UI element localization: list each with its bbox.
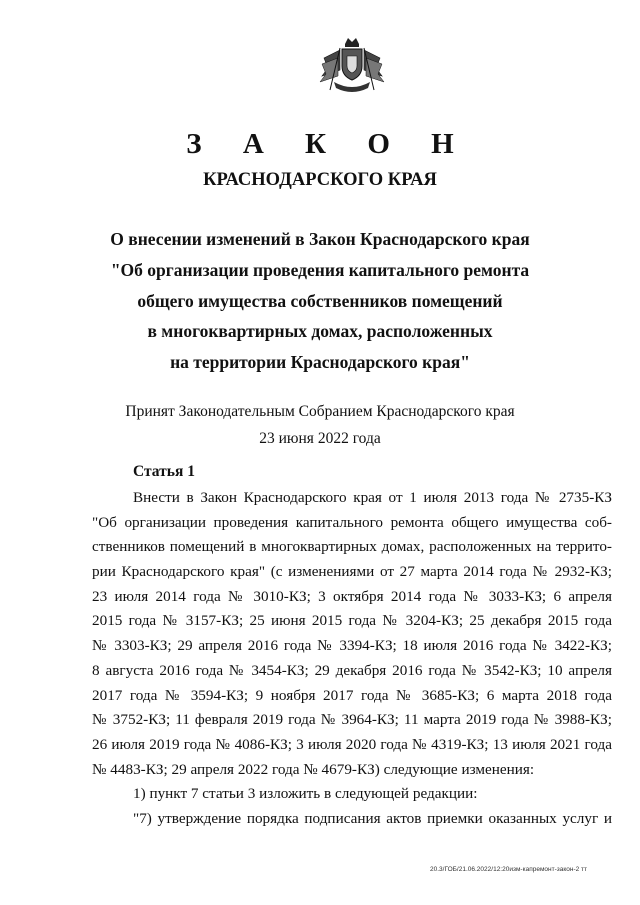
body-line: 26 июля 2019 года № 4086-КЗ; 3 июля 2020 года № 4319-КЗ; 13 июля 2021 года (92, 735, 612, 753)
law-title: З А К О Н (186, 128, 471, 160)
body-line: 1) пункт 7 статьи 3 изложить в следующей редакции: (133, 785, 478, 803)
heading-line: в многоквартирных домах, расположенных (147, 321, 493, 342)
adoption-body: Принят Законодательным Собранием Краснодарского края (125, 403, 515, 420)
adoption-info (0, 398, 640, 452)
body-line: рии Краснодарского края" (с изменениями от 27 марта 2014 года № 2932-КЗ; (92, 563, 612, 581)
heading-line: О внесении изменений в Закон Краснодарского края (110, 229, 530, 249)
body-line: "7) утверждение порядка подписания актов приемки оказанных услуг и (133, 809, 612, 827)
article-title: Статья 1 (133, 463, 195, 480)
heading-line: общего имущества собственников помещений (137, 290, 503, 311)
body-line: 23 июля 2014 года № 3010-КЗ; 3 октября 2014 года № 3033-КЗ; 6 апреля (92, 587, 612, 605)
krasnodar-coat-of-arms-icon (318, 36, 386, 98)
adoption-date: 23 июня 2022 года (259, 430, 381, 447)
body-line: "Об организации проведения капитального ремонта общего имущества соб- (92, 513, 612, 531)
body-line: № 4483-КЗ; 29 апреля 2022 года № 4679-КЗ) следующие изменения: (92, 760, 535, 778)
body-line: 2017 года № 3594-КЗ; 9 ноября 2017 года № 3685-КЗ; 6 марта 2018 года (92, 686, 612, 704)
heading-line: на территории Краснодарского края" (170, 352, 470, 373)
body-line: ственников помещений в многоквартирных домах, расположенных на террито- (92, 538, 612, 556)
article-body (92, 486, 612, 832)
document-footer: 20.3/ГОБ/21.06.2022/12:20изм-капремонт-закон-2 тт (430, 866, 588, 873)
body-line: Внести в Закон Краснодарского края от 1 июля 2013 года № 2735-КЗ (133, 489, 612, 506)
body-line: № 3303-КЗ; 29 апреля 2016 года № 3394-КЗ; 18 июля 2016 года № 3422-КЗ; (92, 637, 612, 655)
law-heading (0, 224, 640, 378)
body-line: № 3752-КЗ; 11 февраля 2019 года № 3964-КЗ; 11 марта 2019 года № 3988-КЗ; (92, 711, 612, 729)
law-subtitle: КРАСНОДАРСКОГО КРАЯ (203, 170, 437, 190)
body-line: 2015 года № 3157-КЗ; 25 июня 2015 года № 3204-КЗ; 25 декабря 2015 года (92, 612, 612, 630)
body-line: 8 августа 2016 года № 3454-КЗ; 29 декабря 2016 года № 3542-КЗ; 10 апреля (92, 661, 612, 679)
heading-line: "Об организации проведения капитального ремонта (110, 259, 530, 280)
